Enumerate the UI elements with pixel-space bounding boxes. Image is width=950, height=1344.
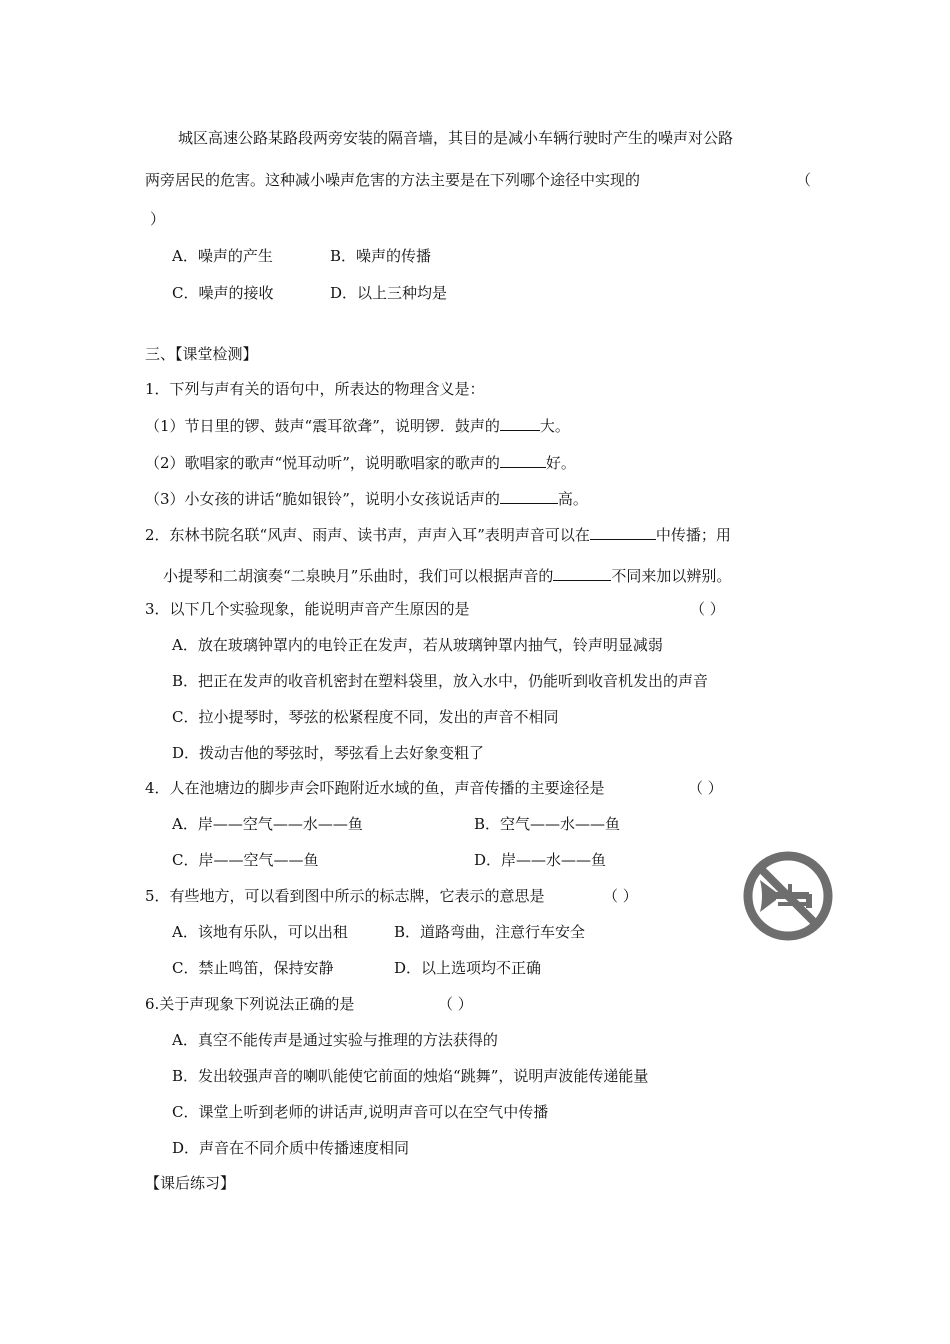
q1-sub-1 [145, 414, 570, 436]
q2-text-c: 小提琴和二胡演奏“二泉映月”乐曲时，我们可以根据声音的 [163, 567, 554, 585]
q3-option-a: A．放在玻璃钟罩内的电铃正在发声，若从玻璃钟罩内抽气，铃声明显减弱 [172, 636, 663, 654]
q1-sub-1-text: （1）节日里的锣、鼓声“震耳欲聋”，说明锣．鼓声的 [145, 417, 500, 435]
q3-answer-paren: （ ） [690, 600, 725, 618]
q2-text-d: 不同来加以辨别。 [611, 567, 732, 585]
q5-option-a: A．该地有乐队，可以出租 [172, 923, 348, 941]
intro-paren-close: ） [150, 210, 166, 228]
q5-option-b: B．道路弯曲，注意行车安全 [394, 923, 586, 941]
q2-text-a: 2．东林书院名联“风声、雨声、读书声，声声入耳”表明声音可以在 [145, 526, 590, 544]
q1-sub-2-text: （2）歌唱家的歌声“悦耳动听”，说明歌唱家的歌声的 [145, 454, 500, 472]
section-title-homework: 【课后练习】 [145, 1174, 236, 1192]
q1-sub-2-end: 好。 [545, 454, 576, 472]
q4-option-a: A．岸——空气——水——鱼 [172, 815, 363, 833]
intro-option-c: C．噪声的接收 [172, 284, 274, 302]
q1-stem: 1．下列与声有关的语句中，所表达的物理含义是： [145, 380, 485, 398]
q4-option-c: C．岸——空气——鱼 [172, 851, 319, 869]
q6-stem: 6.关于声现象下列说法正确的是 [145, 995, 355, 1013]
q1-sub-2 [145, 451, 576, 473]
q2-blank-2[interactable] [553, 564, 611, 581]
q3-stem: 3．以下几个实验现象，能说明声音产生原因的是 [145, 600, 470, 618]
q1-sub-3 [145, 487, 588, 509]
q1-sub-3-text: （3）小女孩的讲话“脆如银铃”，说明小女孩说话声的 [145, 490, 500, 508]
q2-text-b: 中传播；用 [655, 526, 731, 544]
q3-option-d: D．拨动吉他的琴弦时，琴弦看上去好象变粗了 [172, 744, 485, 762]
q3-option-b: B．把正在发声的收音机密封在塑料袋里，放入水中，仍能听到收音机发出的声音 [172, 672, 709, 690]
q5-stem: 5．有些地方，可以看到图中所示的标志牌，它表示的意思是 [145, 887, 545, 905]
q4-answer-paren: （ ） [688, 779, 723, 797]
q3-option-c: C．拉小提琴时，琴弦的松紧程度不同，发出的声音不相同 [172, 708, 559, 726]
q1-sub-3-end: 高。 [557, 490, 588, 508]
q2-line-1 [145, 523, 731, 545]
q6-option-a: A．真空不能传声是通过实验与推理的方法获得的 [172, 1031, 498, 1049]
section-title-classroom-check: 三、【课堂检测】 [145, 345, 258, 363]
q6-option-c: C．课堂上听到老师的讲话声,说明声音可以在空气中传播 [172, 1103, 549, 1121]
q4-option-b: B．空气——水——鱼 [474, 815, 621, 833]
intro-paren-open: （ [796, 171, 812, 189]
q2-line-2 [163, 564, 731, 586]
q5-option-c: C．禁止鸣笛，保持安静 [172, 959, 334, 977]
q1-sub-1-end: 大。 [539, 417, 570, 435]
no-honking-sign-icon [742, 850, 834, 942]
q5-answer-paren: （ ） [603, 887, 638, 905]
intro-option-d: D．以上三种均是 [330, 284, 448, 302]
intro-option-a: A．噪声的产生 [172, 247, 273, 265]
q1-blank-1[interactable] [500, 414, 540, 431]
q1-blank-2[interactable] [500, 451, 546, 468]
q1-blank-3[interactable] [500, 487, 558, 504]
intro-option-b: B．噪声的传播 [330, 247, 432, 265]
q6-option-b: B．发出较强声音的喇叭能使它前面的烛焰“跳舞”，说明声波能传递能量 [172, 1067, 649, 1085]
q4-option-d: D．岸——水——鱼 [474, 851, 607, 869]
q5-option-d: D．以上选项均不正确 [394, 959, 542, 977]
intro-line-1: 城区高速公路某路段两旁安装的隔音墙，其目的是减小车辆行驶时产生的噪声对公路 [178, 129, 734, 147]
q6-option-d: D．声音在不同介质中传播速度相同 [172, 1139, 410, 1157]
q4-stem: 4．人在池塘边的脚步声会吓跑附近水域的鱼，声音传播的主要途径是 [145, 779, 605, 797]
q6-answer-paren: （ ） [438, 995, 473, 1013]
q2-blank-1[interactable] [590, 523, 656, 540]
intro-line-2: 两旁居民的危害。这种减小噪声危害的方法主要是在下列哪个途径中实现的 [145, 171, 641, 189]
